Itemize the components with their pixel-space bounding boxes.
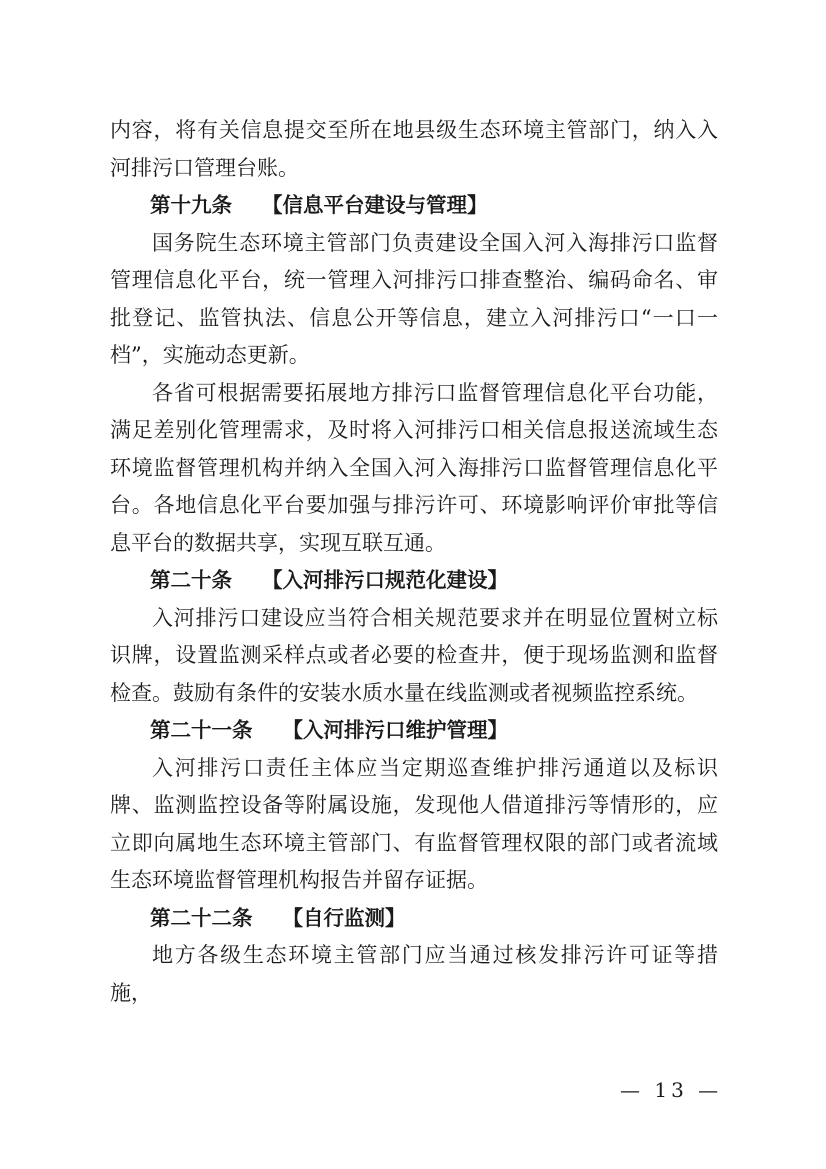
article-title: 【入河排污口规范化建设】 — [262, 568, 508, 592]
opening-paragraph: 内容，将有关信息提交至所在地县级生态环境主管部门，纳入入河排污口管理台账。 — [110, 118, 718, 180]
article-number: 第二十一条 — [150, 718, 253, 742]
article-paragraph: 地方各级生态环境主管部门应当通过核发排污许可证等措施， — [110, 943, 718, 1005]
article-title: 【自行监测】 — [282, 905, 406, 930]
article-paragraph: 各省可根据需要拓展地方排污口监督管理信息化平台功能，满足差别化管理需求，及时将入河排污口相关信息报送流域生态环境监督管理机构并纳入全国入河入海排污口监督管理信息化平台。各地信息化平台要加强与排污许可、环境影响评价审批等信息平台的数据共享，实现互联互通。 — [110, 380, 718, 555]
article-title: 【信息平台建设与管理】 — [262, 193, 488, 217]
article-number: 第二十条 — [150, 568, 232, 592]
article-heading — [110, 187, 718, 225]
article-heading — [110, 562, 718, 600]
page-number: — 13 — — [620, 1078, 723, 1102]
article-title: 【入河排污口维护管理】 — [282, 718, 508, 742]
article-paragraph: 国务院生态环境主管部门负责建设全国入河入海排污口监督管理信息化平台，统一管理入河排污口排查整治、编码命名、审批登记、监管执法、信息公开等信息，建立入河排污口“一口一档”，实施动态更新。 — [110, 230, 718, 367]
article-heading — [110, 900, 718, 938]
article-heading — [110, 712, 718, 750]
article-number: 第二十二条 — [150, 905, 253, 930]
article-paragraph: 入河排污口建设应当符合相关规范要求并在明显位置树立标识牌，设置监测采样点或者必要的检查井，便于现场监测和监督检查。鼓励有条件的安装水质水量在线监测或者视频监控系统。 — [110, 605, 718, 705]
document-body — [110, 112, 718, 1012]
article-paragraph: 入河排污口责任主体应当定期巡查维护排污通道以及标识牌、监测监控设备等附属设施，发现他人借道排污等情形的，应立即向属地生态环境主管部门、有监督管理权限的部门或者流域生态环境监督管理机构报告并留存证据。 — [110, 755, 718, 892]
article-number: 第十九条 — [150, 193, 232, 217]
